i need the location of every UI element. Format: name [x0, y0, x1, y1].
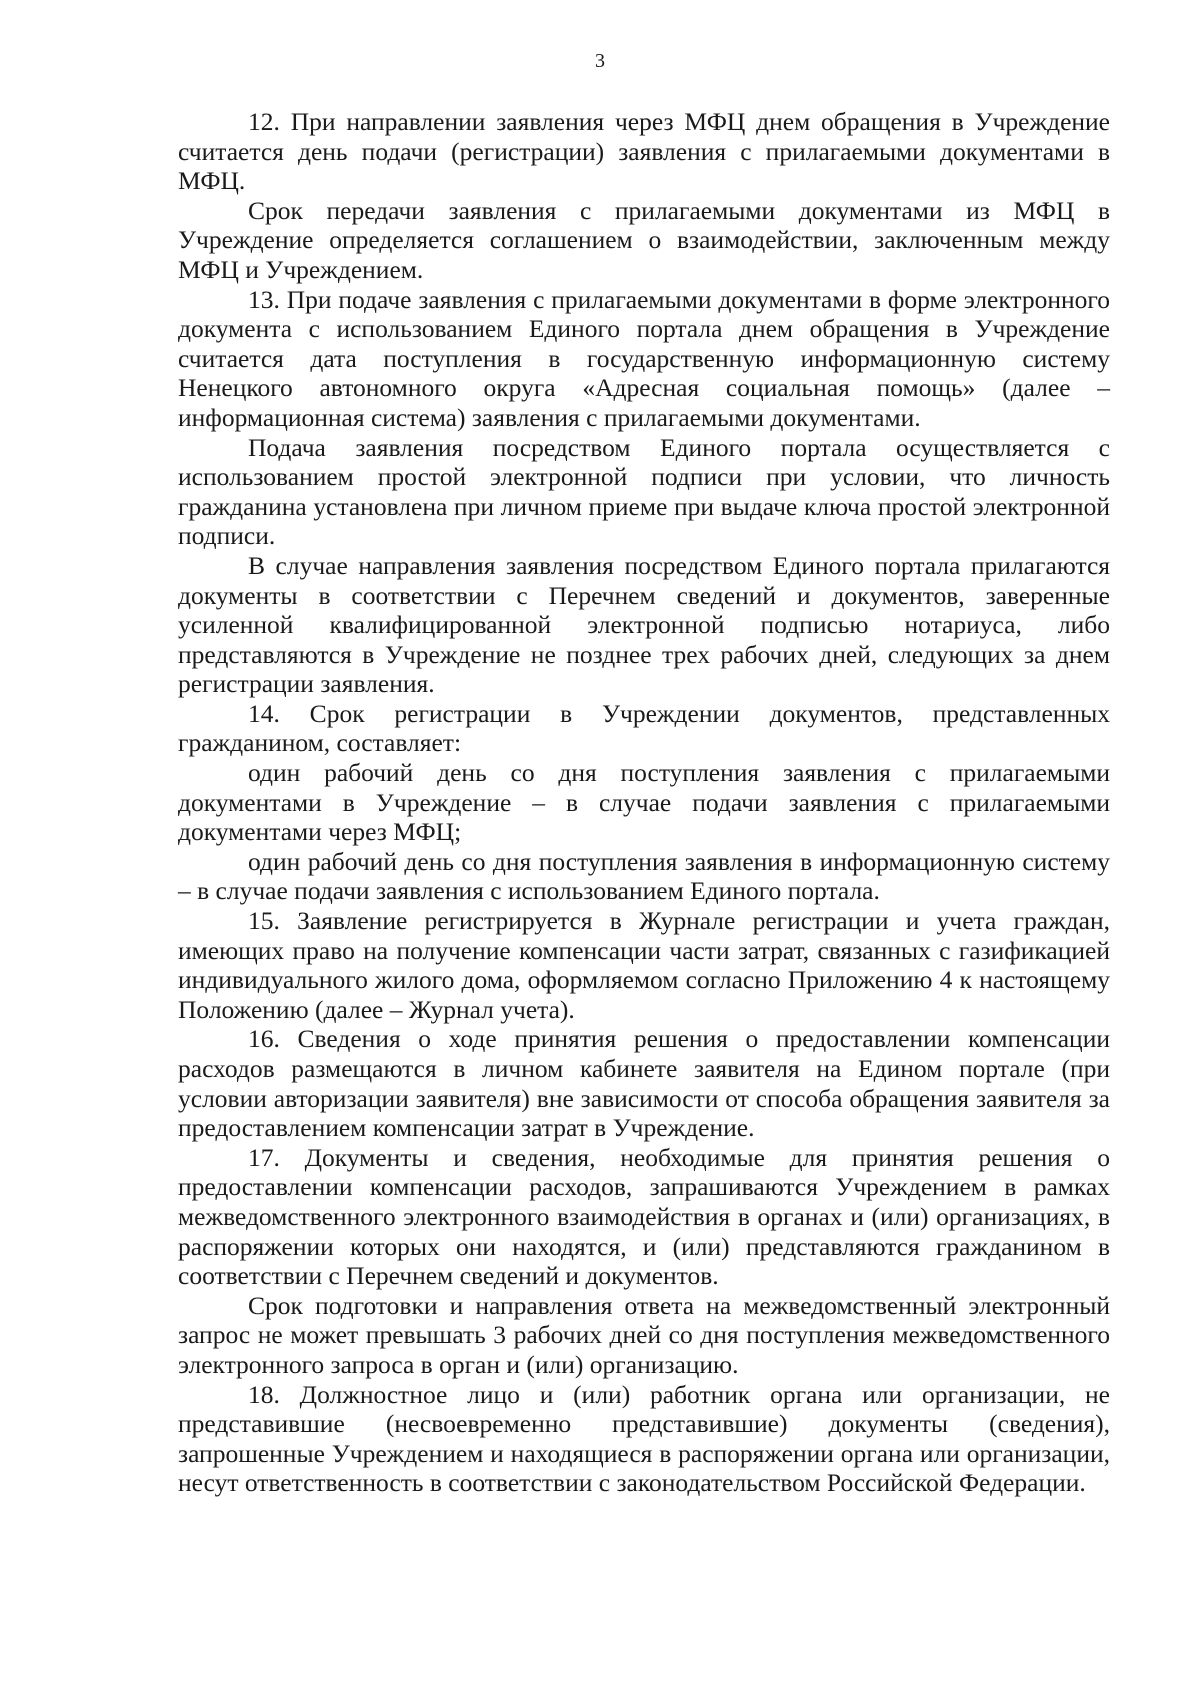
paragraph-14: 14. Срок регистрации в Учреждении документов, представленных гражданином, составляет:	[178, 698, 1110, 758]
paragraph-16: 16. Сведения о ходе принятия решения о предоставлении компенсации расходов размещаются в личном кабинете заявителя на Едином портале (при условии авторизации заявителя) вне зависимости от способа обращения заявителя за предоставлением компенсации затрат в Учреждение.	[178, 1024, 1110, 1143]
document-body	[178, 107, 1110, 1498]
page-number: 3	[595, 50, 605, 72]
paragraph-18: 18. Должностное лицо и (или) работник органа или организации, не представившие (несвоевременно представившие) документы (сведения), запрошенные Учреждением и находящиеся в распоряжении органа или организации, несут ответственность в соответствии с законодательством Российской Федерации.	[178, 1379, 1110, 1498]
paragraph-13: 13. При подаче заявления с прилагаемыми документами в форме электронного документа с использованием Единого портала днем обращения в Учреждение считается дата поступления в государственную информационную систему Ненецкого автономного округа «Адресная социальная помощь» (далее – информационная система) заявления с прилагаемыми документами.	[178, 284, 1110, 432]
paragraph-17: 17. Документы и сведения, необходимые для принятия решения о предоставлении компенсации расходов, запрашиваются Учреждением в рамках межведомственного электронного взаимодействия в органах и (или) организациях, в распоряжении которых они находятся, и (или) представляются гражданином в соответствии с Перечнем сведений и документов.	[178, 1142, 1110, 1291]
paragraph-12-transfer-term: Срок передачи заявления с прилагаемыми документами из МФЦ в Учреждение определяется соглашением о взаимодействии, заключенным между МФЦ и Учреждением.	[178, 195, 1110, 284]
paragraph-12: 12. При направлении заявления через МФЦ днем обращения в Учреждение считается день подачи (регистрации) заявления с прилагаемыми документами в МФЦ.	[178, 107, 1110, 196]
paragraph-14-mfc-case: один рабочий день со дня поступления заявления с прилагаемыми документами в Учреждение – в случае подачи заявления с прилагаемыми документами через МФЦ;	[178, 758, 1110, 847]
paragraph-17-response-term: Срок подготовки и направления ответа на межведомственный электронный запрос не может превышать 3 рабочих дней со дня поступления межведомственного электронного запроса в орган и (или) организацию.	[178, 1290, 1110, 1379]
paragraph-15: 15. Заявление регистрируется в Журнале регистрации и учета граждан, имеющих право на получение компенсации части затрат, связанных с газификацией индивидуального жилого дома, оформляемом согласно Приложению 4 к настоящему Положению (далее – Журнал учета).	[178, 906, 1110, 1024]
paragraph-13-portal-submission: Подача заявления посредством Единого портала осуществляется с использованием простой электронной подписи при условии, что личность гражданина установлена при личном приеме при выдаче ключа простой электронной подписи.	[178, 432, 1110, 551]
paragraph-14-portal-case: один рабочий день со дня поступления заявления в информационную систему – в случае подачи заявления с использованием Единого портала.	[178, 846, 1110, 906]
paragraph-13-attached-documents: В случае направления заявления посредством Единого портала прилагаются документы в соответствии с Перечнем сведений и документов, заверенные усиленной квалифицированной электронной подписью нотариуса, либо представляются в Учреждение не позднее трех рабочих дней, следующих за днем регистрации заявления.	[178, 550, 1110, 699]
